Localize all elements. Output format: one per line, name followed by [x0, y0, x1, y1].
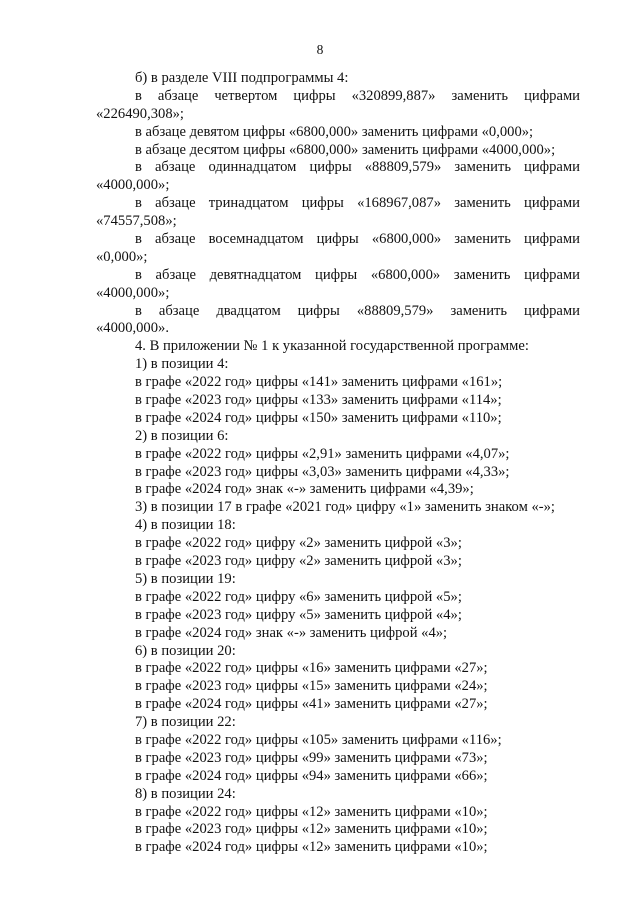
word: заменить: [450, 302, 508, 319]
text-line: в графе «2023 год» цифру «2» заменить цифрой «3»;: [135, 553, 462, 570]
text-line: в графе «2022 год» цифру «2» заменить цифрой «3»;: [135, 535, 462, 552]
text-line: в графе «2022 год» цифры «16» заменить цифрами «27»;: [135, 660, 488, 677]
page-number: 8: [316, 42, 324, 57]
justified-line: [96, 267, 580, 285]
word: абзаце: [154, 159, 196, 176]
word: заменить: [454, 195, 511, 212]
word: цифры: [301, 195, 344, 212]
text-line: в абзаце девятом цифры «6800,000» заменить цифрами «0,000»;: [135, 123, 534, 140]
text-line: 4) в позиции 18:: [135, 517, 236, 534]
text-line: 3) в позиции 17 в графе «2021 год» цифру «1» заменить знаком «-»;: [135, 499, 555, 516]
word: в: [135, 195, 142, 212]
text-line: «4000,000».: [96, 320, 169, 337]
word: в: [135, 302, 142, 319]
text-line: 8) в позиции 24:: [135, 785, 236, 802]
word: цифрами: [524, 302, 580, 319]
word: «88809,579»: [364, 159, 442, 176]
word: цифрами: [524, 195, 580, 212]
word: цифры: [297, 302, 340, 319]
text-line: в графе «2024 год» цифры «12» заменить цифрами «10»;: [135, 839, 488, 856]
text-line: в графе «2023 год» цифры «3,03» заменить цифрами «4,33»;: [135, 463, 510, 480]
word: «6800,000»: [371, 231, 442, 248]
word: цифры: [316, 231, 359, 248]
word: абзаце: [157, 87, 199, 104]
text-line: «74557,508»;: [96, 213, 177, 230]
justified-line: [96, 159, 580, 177]
word: цифры: [309, 159, 352, 176]
word: цифры: [315, 266, 358, 283]
text-line: в абзаце десятом цифры «6800,000» заменить цифрами «4000,000»;: [135, 141, 556, 158]
text-line: «0,000»;: [96, 248, 148, 265]
text-line: «4000,000»;: [96, 284, 170, 301]
justified-line: [96, 88, 580, 106]
word: цифрами: [524, 266, 580, 283]
word: четвертом: [214, 87, 278, 104]
text-line: в графе «2023 год» цифры «12» заменить цифрами «10»;: [135, 821, 488, 838]
word: цифрами: [524, 231, 580, 248]
text-line: 1) в позиции 4:: [135, 356, 229, 373]
word: «168967,087»: [357, 195, 441, 212]
text-line: б) в разделе VIII подпрограммы 4:: [135, 70, 349, 86]
text-line: «4000,000»;: [96, 177, 170, 194]
word: «320899,887»: [351, 87, 436, 104]
word: в: [135, 266, 142, 283]
text-line: в графе «2024 год» цифры «150» заменить цифрами «110»;: [135, 409, 502, 426]
text-line: в графе «2022 год» цифру «6» заменить цифрой «5»;: [135, 588, 462, 605]
text-line: в графе «2023 год» цифры «99» заменить цифрами «73»;: [135, 749, 488, 766]
word: цифры: [293, 87, 336, 104]
justified-line: [96, 195, 580, 213]
word: абзаце: [158, 302, 200, 319]
word: в: [135, 87, 142, 104]
text-line: в графе «2022 год» цифры «141» заменить цифрами «161»;: [135, 374, 503, 391]
word: абзаце: [155, 266, 196, 283]
word: заменить: [453, 266, 511, 283]
text-line: в графе «2024 год» цифры «94» заменить цифрами «66»;: [135, 767, 488, 784]
text-line: в графе «2022 год» цифры «2,91» заменить цифрами «4,07»;: [135, 445, 510, 462]
text-line: в графе «2024 год» знак «-» заменить цифрами «4,39»;: [135, 481, 474, 498]
document-body: [96, 70, 580, 857]
word: «88809,579»: [356, 302, 434, 319]
word: абзаце: [155, 195, 196, 212]
text-line: в графе «2022 год» цифры «105» заменить цифрами «116»;: [135, 731, 502, 748]
word: двадцатом: [216, 302, 281, 319]
text-line: 6) в позиции 20:: [135, 642, 236, 659]
word: заменить: [454, 231, 511, 248]
word: заменить: [454, 159, 511, 176]
justified-line: [96, 303, 580, 321]
text-line: в графе «2023 год» цифру «5» заменить цифрой «4»;: [135, 606, 462, 623]
text-line: в графе «2024 год» цифры «41» заменить цифрами «27»;: [135, 696, 488, 713]
text-line: 2) в позиции 6:: [135, 427, 229, 444]
word: цифрами: [524, 159, 580, 176]
text-line: «226490,308»;: [96, 105, 184, 122]
word: цифрами: [524, 87, 580, 104]
word: тринадцатом: [208, 195, 289, 212]
word: в: [135, 159, 142, 176]
justified-line: [96, 231, 580, 249]
text-line: 7) в позиции 22:: [135, 714, 236, 731]
text-line: в графе «2023 год» цифры «15» заменить цифрами «24»;: [135, 678, 488, 695]
word: заменить: [451, 87, 509, 104]
word: «6800,000»: [370, 266, 441, 283]
text-line: в графе «2022 год» цифры «12» заменить цифрами «10»;: [135, 803, 488, 820]
word: абзаце: [155, 231, 196, 248]
word: восемнадцатом: [208, 231, 304, 248]
word: девятнадцатом: [209, 266, 302, 283]
text-line: в графе «2023 год» цифры «133» заменить цифрами «114»;: [135, 392, 502, 409]
word: в: [135, 231, 142, 248]
word: одиннадцатом: [208, 159, 297, 176]
text-line: 4. В приложении № 1 к указанной государственной программе:: [135, 338, 529, 355]
text-line: 5) в позиции 19:: [135, 570, 236, 587]
text-line: в графе «2024 год» знак «-» заменить цифрой «4»;: [135, 624, 448, 641]
